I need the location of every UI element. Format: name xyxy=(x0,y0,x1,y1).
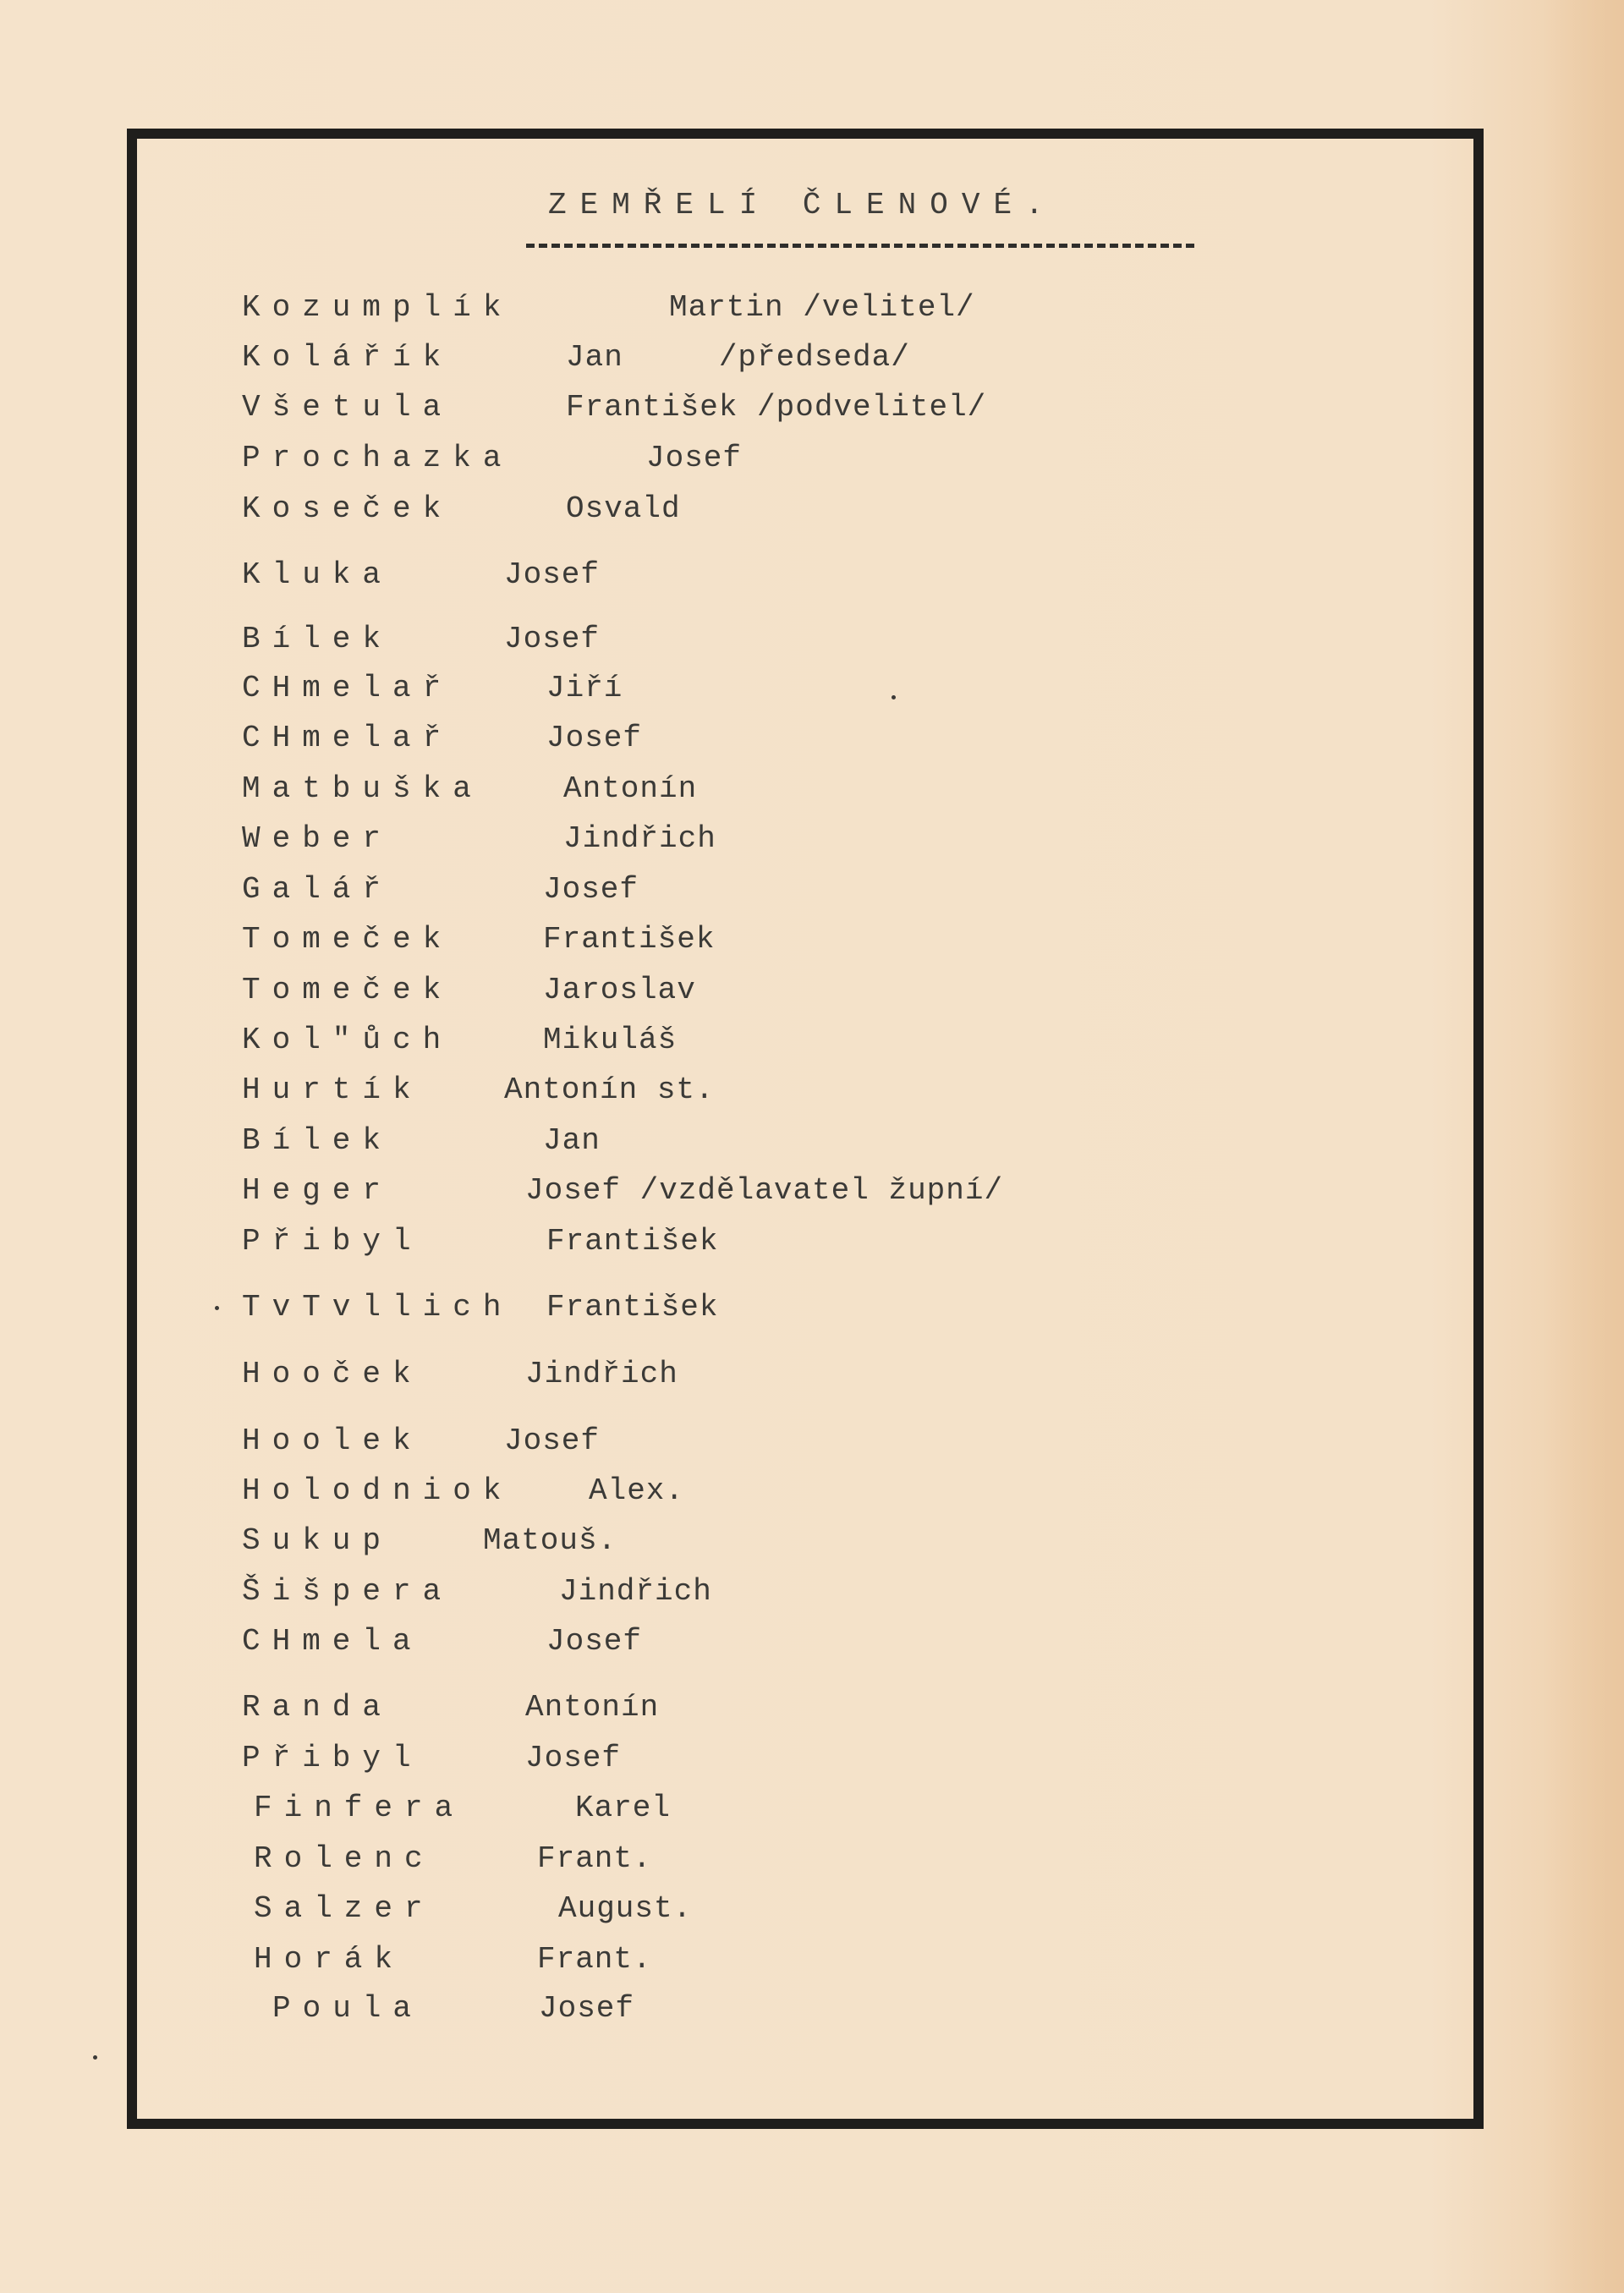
member-given-name: Josef xyxy=(543,872,639,907)
member-surname: Poula xyxy=(272,1991,424,2026)
member-surname: Matbuška xyxy=(242,771,483,806)
member-row xyxy=(242,1224,1438,1266)
member-given-name: Matouš. xyxy=(483,1523,617,1558)
member-surname: Holodniok xyxy=(242,1473,513,1508)
member-given-name: Josef xyxy=(546,721,643,755)
member-row xyxy=(242,1523,1438,1566)
member-row xyxy=(242,1624,1438,1666)
ink-speck xyxy=(93,2055,97,2060)
member-row xyxy=(242,557,1438,600)
member-surname: Galář xyxy=(242,872,393,907)
member-row xyxy=(242,922,1438,964)
member-surname: Sukup xyxy=(242,1523,393,1558)
member-surname: CHmelař xyxy=(242,721,453,755)
member-given-name: František xyxy=(546,1224,719,1259)
member-row xyxy=(242,290,1438,332)
member-given-name: Jan xyxy=(543,1123,601,1158)
member-surname: TvTvllich xyxy=(242,1290,513,1325)
member-surname: Rolenc xyxy=(254,1841,435,1876)
member-given-name: František /podvelitel/ xyxy=(566,390,987,425)
member-row xyxy=(272,1991,1438,2033)
member-given-name: Osvald xyxy=(566,491,681,526)
member-row xyxy=(242,1173,1438,1215)
member-row xyxy=(242,1690,1438,1732)
member-row xyxy=(242,821,1438,864)
member-row xyxy=(242,340,1438,382)
member-given-name: Jiří xyxy=(546,671,623,705)
member-row xyxy=(242,1741,1438,1783)
member-surname: Weber xyxy=(242,821,393,856)
member-row xyxy=(242,1357,1438,1399)
member-row xyxy=(242,872,1438,914)
member-given-name: Antonín xyxy=(525,1690,660,1725)
member-given-name: August. xyxy=(558,1891,693,1926)
member-given-name: Jan /předseda/ xyxy=(566,340,910,375)
member-row xyxy=(242,1023,1438,1065)
member-given-name: Josef xyxy=(646,441,743,475)
member-given-name: Josef xyxy=(504,1424,601,1458)
member-given-name: Frant. xyxy=(537,1841,652,1876)
member-row xyxy=(242,1123,1438,1166)
member-surname: Kluka xyxy=(242,557,393,592)
member-given-name: Josef xyxy=(504,557,601,592)
member-surname: Kolářík xyxy=(242,340,453,375)
member-row xyxy=(254,1841,1438,1884)
member-given-name: Jaroslav xyxy=(543,973,696,1007)
member-given-name: Josef xyxy=(546,1624,643,1659)
member-row xyxy=(242,1574,1438,1616)
member-surname: Hoolek xyxy=(242,1424,423,1458)
member-surname: Prochazka xyxy=(242,441,513,475)
member-surname: Přibyl xyxy=(242,1741,423,1775)
member-surname: CHmela xyxy=(242,1624,423,1659)
member-surname: Salzer xyxy=(254,1891,435,1926)
member-given-name: Josef xyxy=(539,1991,635,2026)
member-given-name: František xyxy=(543,922,716,957)
member-row xyxy=(242,1290,1438,1332)
member-row xyxy=(242,771,1438,814)
member-given-name: František xyxy=(546,1290,719,1325)
member-row xyxy=(242,671,1438,713)
member-given-name: Josef /vzdělavatel župní/ xyxy=(525,1173,1004,1208)
member-row xyxy=(242,622,1438,664)
member-row xyxy=(254,1891,1438,1934)
member-row xyxy=(254,1942,1438,1984)
member-surname: Randa xyxy=(242,1690,393,1725)
ink-speck xyxy=(892,695,896,699)
member-surname: Koseček xyxy=(242,491,453,526)
member-row xyxy=(242,441,1438,483)
member-surname: Bílek xyxy=(242,622,393,656)
member-given-name: Josef xyxy=(504,622,601,656)
member-surname: Finfera xyxy=(254,1791,465,1825)
member-surname: CHmelař xyxy=(242,671,453,705)
member-surname: Bílek xyxy=(242,1123,393,1158)
member-surname: Všetula xyxy=(242,390,453,425)
member-row xyxy=(242,721,1438,763)
member-surname: Kol"ůch xyxy=(242,1023,453,1057)
member-surname: Přibyl xyxy=(242,1224,423,1259)
member-given-name: Karel xyxy=(575,1791,672,1825)
member-given-name: Josef xyxy=(525,1741,622,1775)
page-title: ZEMŘELÍ ČLENOVÉ. xyxy=(548,188,1057,222)
member-row xyxy=(242,491,1438,534)
member-given-name: Jindřich xyxy=(559,1574,712,1609)
member-row xyxy=(242,1473,1438,1516)
member-surname: Hurtík xyxy=(242,1072,423,1107)
member-surname: Kozumplík xyxy=(242,290,513,325)
member-given-name: Martin /velitel/ xyxy=(669,290,975,325)
member-given-name: Antonín xyxy=(563,771,698,806)
member-given-name: Jindřich xyxy=(563,821,716,856)
member-surname: Horák xyxy=(254,1942,405,1977)
member-row xyxy=(242,1072,1438,1115)
member-row xyxy=(242,390,1438,432)
member-surname: Tomeček xyxy=(242,973,453,1007)
member-given-name: Jindřich xyxy=(525,1357,678,1391)
member-given-name: Antonín st. xyxy=(504,1072,715,1107)
ink-speck xyxy=(215,1306,219,1310)
member-given-name: Alex. xyxy=(589,1473,685,1508)
member-surname: Heger xyxy=(242,1173,393,1208)
member-row xyxy=(254,1791,1438,1833)
member-row xyxy=(242,973,1438,1015)
member-surname: Šišpera xyxy=(242,1574,453,1609)
member-surname: Tomeček xyxy=(242,922,453,957)
member-row xyxy=(242,1424,1438,1466)
member-surname: Hooček xyxy=(242,1357,423,1391)
member-given-name: Frant. xyxy=(537,1942,652,1977)
member-given-name: Mikuláš xyxy=(543,1023,678,1057)
